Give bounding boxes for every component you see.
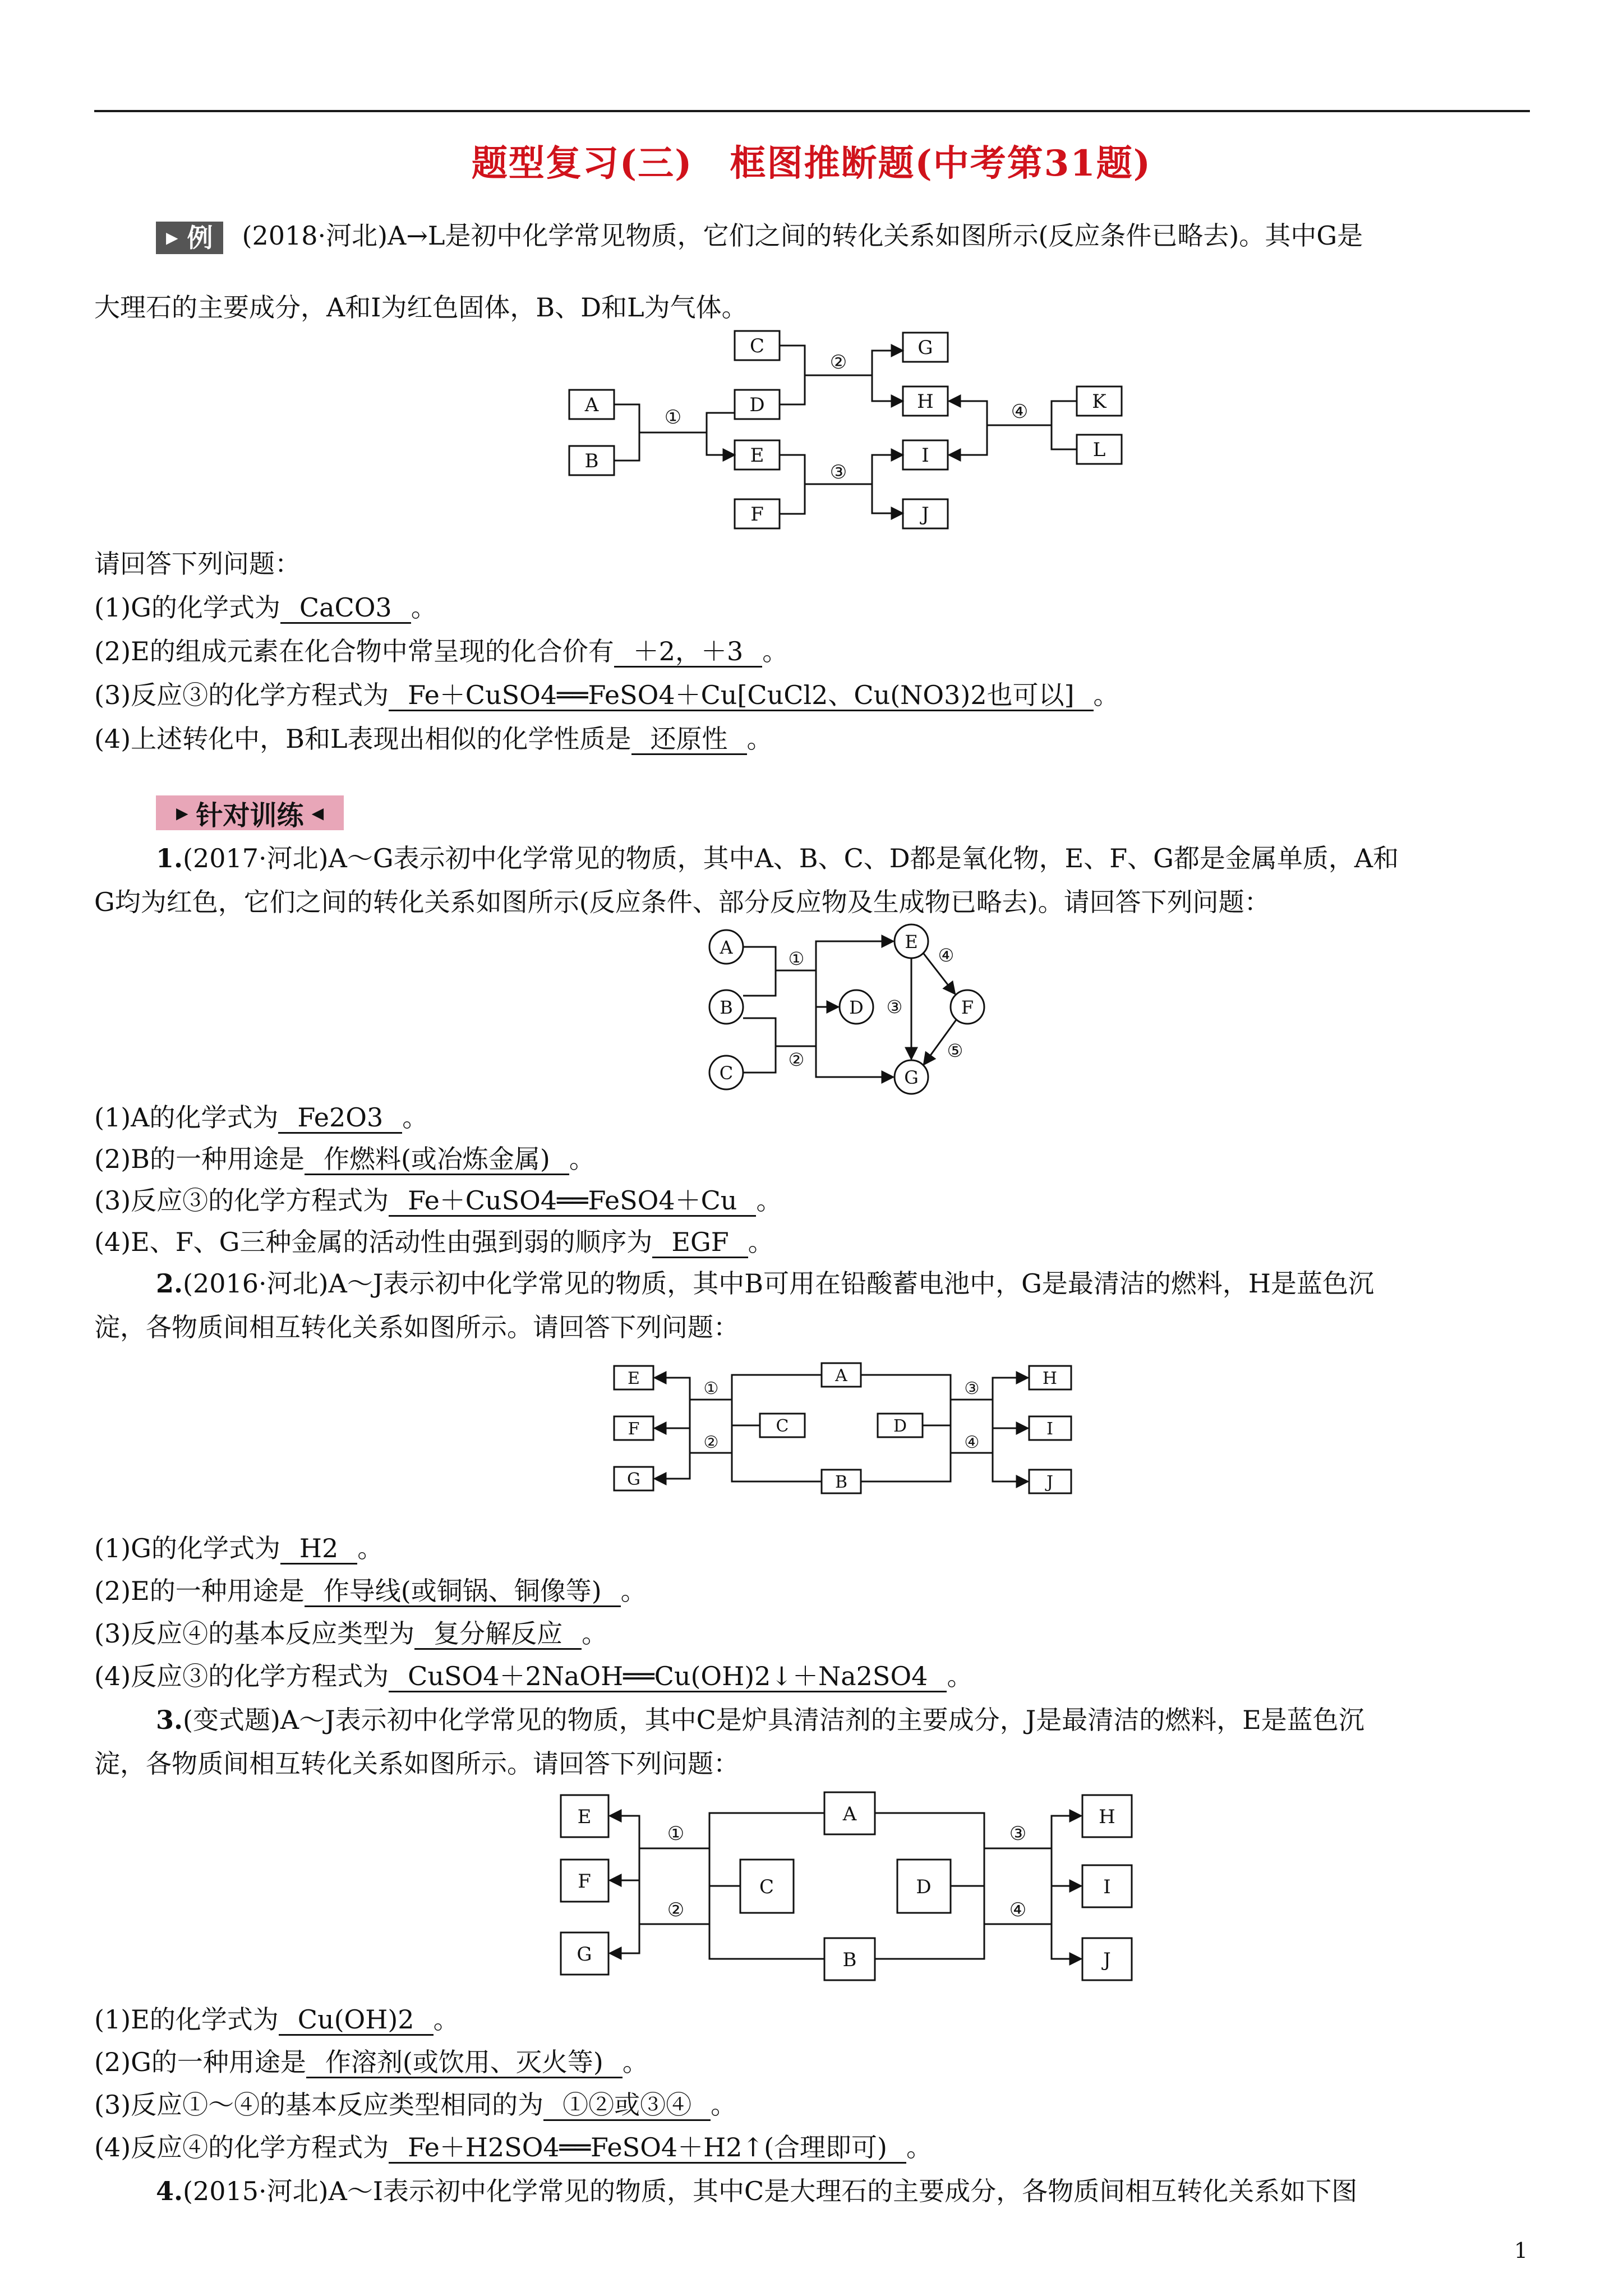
- svg-text:B: B: [584, 450, 599, 472]
- svg-text:H: H: [1042, 1369, 1058, 1388]
- box-H: [903, 386, 948, 416]
- svg-text:G: G: [904, 1067, 919, 1088]
- box-C: [735, 331, 780, 360]
- q2-q1: (1)G的化学式为 H2 。: [94, 1533, 384, 1563]
- example-prompt: 请回答下列问题：: [94, 549, 301, 579]
- svg-text:L: L: [1092, 439, 1106, 461]
- q3-q2: (2)G的一种用途是 作溶剂(或饮用、灭火等) 。: [94, 2047, 648, 2077]
- box-B: [824, 1938, 875, 1980]
- q2-q2: (2)E的一种用途是 作导线(或铜锅、铜像等) 。: [94, 1576, 647, 1606]
- page-number: 1: [1514, 2238, 1528, 2263]
- box-G: [903, 333, 948, 362]
- box-F: [735, 499, 780, 528]
- box-I: [1029, 1416, 1071, 1440]
- svg-text:F: F: [628, 1419, 640, 1439]
- box-C: [760, 1414, 805, 1437]
- q1-q1: (1)A的化学式为 Fe2O3 。: [94, 1102, 428, 1133]
- page-title: 题型复习(三) 框图推断题(中考第31题): [471, 142, 1152, 185]
- q1-stem-line-1: 1.(2017·河北)A～G表示初中化学常见的物质，其中A、B、C、D都是氧化物，E、F、G都是金属单质，A和: [156, 843, 1399, 873]
- box-J: [903, 499, 948, 528]
- triangle-icon: ▶: [166, 228, 178, 247]
- node-C: [709, 1056, 743, 1089]
- svg-text:G: G: [627, 1470, 640, 1489]
- node-F: [951, 990, 984, 1024]
- reaction-3: ③: [886, 996, 903, 1018]
- svg-text:E: E: [628, 1369, 640, 1388]
- node-D: [840, 990, 873, 1024]
- svg-text:E: E: [750, 444, 764, 467]
- box-I: [1082, 1865, 1132, 1907]
- svg-text:E: E: [905, 931, 918, 953]
- reaction-2: ②: [829, 351, 847, 374]
- example-q3: (3)反应③的化学方程式为 Fe＋CuSO4══FeSO4＋Cu[CuCl2、Cu(NO3)2也可以] 。: [94, 680, 1119, 710]
- svg-text:J: J: [1046, 1473, 1054, 1492]
- box-E: [561, 1795, 608, 1837]
- reaction-1: ①: [664, 406, 682, 429]
- node-A: [709, 930, 743, 964]
- svg-text:D: D: [916, 1876, 932, 1898]
- q3-stem-line-2: 淀，各物质间相互转化关系如图所示。请回答下列问题：: [94, 1749, 739, 1779]
- svg-text:A: A: [835, 1366, 847, 1386]
- triangle-left-icon: ◀: [311, 803, 324, 822]
- svg-text:J: J: [921, 503, 929, 526]
- box-I: [903, 440, 948, 470]
- svg-text:F: F: [750, 503, 764, 526]
- example-diagram: [566, 328, 1127, 547]
- reaction-3: ③: [829, 461, 847, 484]
- svg-text:C: C: [719, 1062, 734, 1084]
- reaction-1: ①: [703, 1379, 719, 1398]
- q1-diagram: [704, 926, 995, 1099]
- reaction-1: ①: [788, 948, 805, 969]
- box-K: [1077, 386, 1122, 416]
- q1-q4: (4)E、F、G三种金属的活动性由强到弱的顺序为 EGF 。: [94, 1227, 774, 1257]
- q2-stem-line-2: 淀，各物质间相互转化关系如图所示。请回答下列问题：: [94, 1312, 739, 1342]
- svg-text:A: A: [842, 1803, 857, 1825]
- svg-text:G: G: [917, 337, 933, 359]
- q1-q2: (2)B的一种用途是 作燃料(或冶炼金属) 。: [94, 1144, 595, 1174]
- reaction-4: ④: [1009, 1899, 1027, 1921]
- box-G: [561, 1932, 608, 1975]
- q4-stem-line-1: 4.(2015·河北)A～I表示初中化学常见的物质，其中C是大理石的主要成分，各物质间相互转化关系如下图: [156, 2176, 1358, 2206]
- svg-text:C: C: [749, 335, 765, 357]
- svg-text:A: A: [720, 937, 733, 958]
- q3-q1: (1)E的化学式为 Cu(OH)2 。: [94, 2004, 459, 2035]
- svg-text:F: F: [578, 1870, 591, 1893]
- q3-q3: (3)反应①～④的基本反应类型相同的为 ①②或③④ 。: [94, 2090, 737, 2120]
- reaction-4: ④: [964, 1433, 980, 1452]
- reaction-2: ②: [788, 1049, 805, 1070]
- box-E: [614, 1366, 653, 1389]
- box-F: [561, 1860, 608, 1902]
- reaction-4: ④: [938, 945, 955, 966]
- reaction-2: ②: [667, 1899, 685, 1921]
- svg-text:I: I: [921, 444, 929, 467]
- svg-text:E: E: [577, 1806, 592, 1828]
- q2-q3: (3)反应④的基本反应类型为 复分解反应 。: [94, 1618, 608, 1649]
- triangle-right-icon: ▶: [176, 803, 188, 822]
- reaction-4: ④: [1011, 401, 1029, 423]
- svg-text:C: C: [776, 1416, 789, 1436]
- box-B: [822, 1470, 861, 1493]
- box-D: [735, 390, 780, 419]
- box-J: [1082, 1938, 1132, 1980]
- q1-q3: (3)反应③的化学方程式为 Fe＋CuSO4══FeSO4＋Cu 。: [94, 1185, 782, 1216]
- box-B: [569, 446, 614, 475]
- box-D: [878, 1414, 923, 1437]
- svg-text:D: D: [849, 997, 864, 1018]
- q2-q4: (4)反应③的化学方程式为 CuSO4＋2NaOH══Cu(OH)2↓＋Na2SO4 。: [94, 1661, 973, 1691]
- example-q2: (2)E的组成元素在化合物中常呈现的化合价有 ＋2，＋3 。: [94, 636, 789, 666]
- svg-text:G: G: [577, 1943, 592, 1966]
- box-A: [824, 1792, 875, 1834]
- reaction-1: ①: [667, 1823, 685, 1845]
- training-badge: ▶ 针对训练 ◀: [156, 795, 344, 830]
- svg-text:K: K: [1092, 390, 1106, 413]
- q1-stem-line-2: G均为红色，它们之间的转化关系如图所示(反应条件、部分反应物及生成物已略去)。请回答下列问题：: [94, 887, 1270, 917]
- top-rule: [94, 110, 1530, 112]
- svg-text:C: C: [759, 1876, 774, 1898]
- svg-text:J: J: [1103, 1949, 1111, 1971]
- box-E: [735, 440, 780, 470]
- box-A: [822, 1363, 861, 1387]
- box-A: [569, 390, 614, 419]
- example-stem-line-2: 大理石的主要成分，A和I为红色固体，B、D和L为气体。: [94, 292, 748, 323]
- example-stem-line-1: ▶ 例 (2018·河北)A→L是初中化学常见物质，它们之间的转化关系如图所示(反应条件已略去)。其中G是: [156, 219, 1363, 254]
- box-H: [1082, 1795, 1132, 1837]
- reaction-5: ⑤: [947, 1040, 963, 1061]
- example-q4: (4)上述转化中，B和L表现出相似的化学性质是 还原性 。: [94, 724, 773, 754]
- q3-q4: (4)反应④的化学方程式为 Fe＋H2SO4══FeSO4＋H2↑(合理即可) 。: [94, 2132, 932, 2162]
- svg-text:H: H: [1099, 1806, 1115, 1828]
- box-G: [614, 1467, 653, 1490]
- svg-text:F: F: [961, 997, 974, 1018]
- box-J: [1029, 1470, 1071, 1493]
- node-E: [895, 924, 928, 958]
- svg-text:H: H: [917, 390, 934, 413]
- reaction-2: ②: [703, 1433, 719, 1452]
- svg-text:A: A: [584, 394, 599, 416]
- reaction-3: ③: [964, 1379, 980, 1398]
- node-G: [895, 1060, 928, 1094]
- svg-text:I: I: [1046, 1419, 1053, 1439]
- q2-diagram: [611, 1360, 1077, 1506]
- example-q1: (1)G的化学式为 CaCO3 。: [94, 592, 437, 623]
- box-D: [897, 1860, 951, 1913]
- box-C: [740, 1860, 794, 1913]
- box-F: [614, 1416, 653, 1440]
- svg-text:B: B: [720, 997, 733, 1018]
- example-badge: ▶ 例: [156, 222, 223, 254]
- box-H: [1029, 1366, 1071, 1389]
- reaction-3: ③: [1009, 1823, 1027, 1845]
- svg-text:D: D: [749, 394, 765, 416]
- q3-stem-line-1: 3.(变式题)A～J表示初中化学常见的物质，其中C是炉具清洁剂的主要成分，J是最清洁的燃料，E是蓝色沉: [156, 1705, 1364, 1735]
- q3-diagram: [558, 1789, 1136, 1991]
- svg-text:I: I: [1103, 1876, 1111, 1898]
- node-B: [709, 990, 743, 1024]
- svg-text:D: D: [893, 1416, 907, 1436]
- svg-text:B: B: [842, 1949, 857, 1971]
- svg-text:B: B: [834, 1473, 848, 1492]
- q2-stem-line-1: 2.(2016·河北)A～J表示初中化学常见的物质，其中B可用在铅酸蓄电池中，G是最清洁的燃料，H是蓝色沉: [156, 1268, 1374, 1299]
- box-L: [1077, 435, 1122, 464]
